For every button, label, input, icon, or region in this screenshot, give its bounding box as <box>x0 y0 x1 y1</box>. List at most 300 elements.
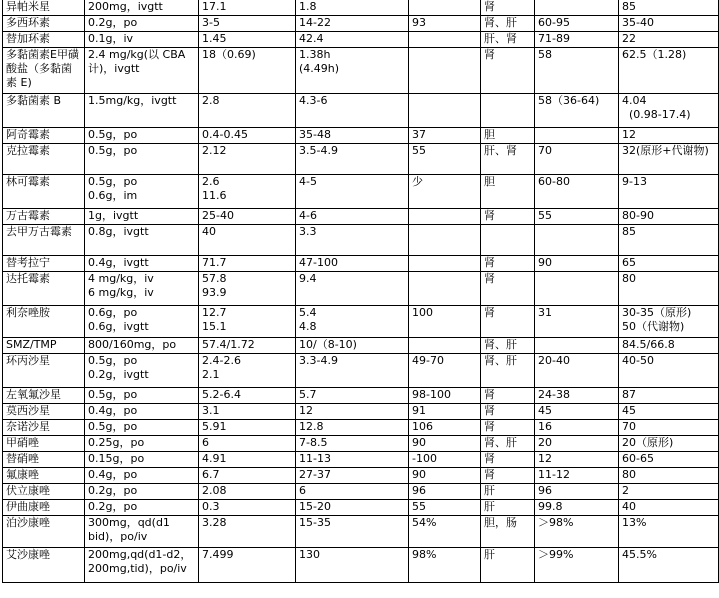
cell-text: 肝 <box>484 484 495 497</box>
cell-text: 0.4g，po <box>88 468 138 481</box>
half-life-cell <box>296 306 409 338</box>
half-life-cell <box>296 256 409 272</box>
cell-text: 12 <box>538 452 552 465</box>
urinary-excretion-cell <box>619 306 719 338</box>
urinary-excretion-cell <box>619 436 719 452</box>
cell-text: 肝 <box>484 548 495 561</box>
cell-text: 去甲万古霉素 <box>6 225 72 238</box>
table-row <box>3 452 719 468</box>
cell-text: 1.8 <box>299 0 317 13</box>
half-life-cell <box>296 128 409 144</box>
cmax-cell <box>199 548 296 583</box>
half-life-cell <box>296 516 409 548</box>
drug-name-cell <box>3 272 85 306</box>
cell-text: 0.5g，po <box>88 144 138 157</box>
bioavailability-cell <box>409 420 481 436</box>
cell-text: 14-22 <box>299 16 331 29</box>
cell-text: 6 <box>202 436 209 449</box>
dosage-cell <box>85 354 199 388</box>
cell-text: 62.5（1.28) <box>622 48 687 61</box>
table-row <box>3 338 719 354</box>
drug-name-cell <box>3 16 85 32</box>
urinary-excretion-cell <box>619 404 719 420</box>
cmax-cell <box>199 388 296 404</box>
protein-binding-cell <box>535 94 619 128</box>
cell-text: 300mg，qd(d1 bid)，po/iv <box>88 516 170 543</box>
cell-text: 0.2g，po <box>88 500 138 513</box>
cmax-cell <box>199 306 296 338</box>
half-life-cell <box>296 354 409 388</box>
protein-binding-cell <box>535 209 619 225</box>
cell-text: SMZ/TMP <box>6 338 57 351</box>
excretion-cell <box>481 48 535 94</box>
urinary-excretion-cell <box>619 128 719 144</box>
cell-text: 98% <box>412 548 437 561</box>
urinary-excretion-cell <box>619 0 719 16</box>
cell-text: (4.49h) <box>299 62 340 75</box>
cell-text: 54% <box>412 516 437 529</box>
cell-text: 肾 <box>484 404 495 417</box>
pharmacokinetics-table <box>2 0 719 583</box>
table-row <box>3 175 719 209</box>
dosage-cell <box>85 225 199 256</box>
cell-text: 肾 <box>484 0 495 13</box>
cell-text: 9-13 <box>622 175 647 188</box>
dosage-cell <box>85 144 199 175</box>
cell-text: 11-13 <box>299 452 331 465</box>
cell-text: 利奈唑胺 <box>6 306 50 319</box>
cell-text: 25-40 <box>202 209 234 222</box>
protein-binding-cell <box>535 404 619 420</box>
excretion-cell <box>481 500 535 516</box>
cell-text: 42.4 <box>299 32 324 45</box>
protein-binding-cell <box>535 16 619 32</box>
cmax-cell <box>199 209 296 225</box>
cell-text: 0.2g，po <box>88 484 138 497</box>
dosage-cell <box>85 272 199 306</box>
cmax-cell <box>199 32 296 48</box>
drug-name-cell <box>3 306 85 338</box>
cell-text: 40 <box>202 225 216 238</box>
cell-text: 9.4 <box>299 272 317 285</box>
cell-text: 60-65 <box>622 452 654 465</box>
excretion-cell <box>481 388 535 404</box>
table-row <box>3 548 719 583</box>
cell-text: 阿奇霉素 <box>6 128 50 141</box>
cell-text: 45.5% <box>622 548 657 561</box>
protein-binding-cell <box>535 256 619 272</box>
cell-text: 0.2g，po <box>88 16 138 29</box>
cell-text: 2.8 <box>202 94 220 107</box>
cell-text: 65 <box>622 256 636 269</box>
cell-text: 胆 <box>484 175 495 188</box>
bioavailability-cell <box>409 354 481 388</box>
cell-text: 130 <box>299 548 320 561</box>
cell-text: 98-100 <box>412 388 451 401</box>
cell-text: 40-50 <box>622 354 654 367</box>
cell-text: 0.15g，po <box>88 452 145 465</box>
urinary-excretion-cell <box>619 338 719 354</box>
cell-text: 替硝唑 <box>6 452 39 465</box>
bioavailability-cell <box>409 452 481 468</box>
cell-text: 克拉霉素 <box>6 144 50 157</box>
protein-binding-cell <box>535 420 619 436</box>
table-row <box>3 16 719 32</box>
cell-text: 10/（8-10) <box>299 338 357 351</box>
bioavailability-cell <box>409 388 481 404</box>
excretion-cell <box>481 209 535 225</box>
drug-name-cell <box>3 404 85 420</box>
half-life-cell <box>296 48 409 94</box>
cmax-cell <box>199 256 296 272</box>
cell-text: 7.499 <box>202 548 234 561</box>
dosage-cell <box>85 420 199 436</box>
cell-text: 0.6g，im <box>88 189 138 202</box>
urinary-excretion-cell <box>619 144 719 175</box>
excretion-cell <box>481 94 535 128</box>
half-life-cell <box>296 436 409 452</box>
cell-text: 90 <box>412 468 426 481</box>
bioavailability-cell <box>409 436 481 452</box>
cell-text: 3.3-4.9 <box>299 354 338 367</box>
cell-text: 肾 <box>484 420 495 433</box>
cell-text: 58（36-64) <box>538 94 600 107</box>
urinary-excretion-cell <box>619 225 719 256</box>
drug-name-cell <box>3 0 85 16</box>
excretion-cell <box>481 256 535 272</box>
cell-text: 2.4-2.6 <box>202 354 241 367</box>
excretion-cell <box>481 32 535 48</box>
cell-text: 肾、肝 <box>484 436 517 449</box>
cell-text: 200mg，ivgtt <box>88 0 163 13</box>
bioavailability-cell <box>409 256 481 272</box>
cell-text: 0.4g，ivgtt <box>88 256 149 269</box>
urinary-excretion-cell <box>619 484 719 500</box>
cell-text: 32(原形+代谢物) <box>622 144 709 157</box>
half-life-cell <box>296 484 409 500</box>
cell-text: 多西环素 <box>6 16 50 29</box>
dosage-cell <box>85 32 199 48</box>
half-life-cell <box>296 548 409 583</box>
urinary-excretion-cell <box>619 175 719 209</box>
cell-text: 3.3 <box>299 225 317 238</box>
cell-text: 肾 <box>484 468 495 481</box>
urinary-excretion-cell <box>619 420 719 436</box>
cell-text: 肾 <box>484 306 495 319</box>
cell-text: 肾 <box>484 48 495 61</box>
excretion-cell <box>481 338 535 354</box>
cell-text: 99.8 <box>538 500 563 513</box>
cell-text: 胆，肠 <box>484 516 517 529</box>
cell-text: 1g，ivgtt <box>88 209 139 222</box>
drug-name-cell <box>3 484 85 500</box>
drug-name-cell <box>3 516 85 548</box>
table-row <box>3 225 719 256</box>
dosage-cell <box>85 500 199 516</box>
bioavailability-cell <box>409 272 481 306</box>
table-row <box>3 256 719 272</box>
cell-text: 6.7 <box>202 468 220 481</box>
cell-text: 6 <box>299 484 306 497</box>
cell-text: 肾、肝 <box>484 16 517 29</box>
cell-text: 0.4g，po <box>88 404 138 417</box>
dosage-cell <box>85 516 199 548</box>
cell-text: 肝 <box>484 500 495 513</box>
urinary-excretion-cell <box>619 256 719 272</box>
drug-name-cell <box>3 468 85 484</box>
cell-text: 13% <box>622 516 647 529</box>
table-row <box>3 388 719 404</box>
protein-binding-cell <box>535 175 619 209</box>
cell-text: 0.5g，po <box>88 388 138 401</box>
cell-text: 11-12 <box>538 468 570 481</box>
table-row <box>3 306 719 338</box>
urinary-excretion-cell <box>619 16 719 32</box>
table-row <box>3 128 719 144</box>
cell-text: 91 <box>412 404 426 417</box>
cmax-cell <box>199 468 296 484</box>
cell-text: 17.1 <box>202 0 227 13</box>
table-row <box>3 209 719 225</box>
excretion-cell <box>481 452 535 468</box>
excretion-cell <box>481 0 535 16</box>
cell-text: 40 <box>622 500 636 513</box>
cmax-cell <box>199 225 296 256</box>
dosage-cell <box>85 404 199 420</box>
cell-text: 60-95 <box>538 16 570 29</box>
cell-text: 35-40 <box>622 16 654 29</box>
bioavailability-cell <box>409 144 481 175</box>
half-life-cell <box>296 0 409 16</box>
dosage-cell <box>85 256 199 272</box>
bioavailability-cell <box>409 516 481 548</box>
cell-text: 0.6g，po <box>88 306 138 319</box>
cell-text: 96 <box>538 484 552 497</box>
table-row <box>3 144 719 175</box>
cell-text: 5.4 <box>299 306 317 319</box>
cell-text: 57.8 <box>202 272 227 285</box>
excretion-cell <box>481 420 535 436</box>
half-life-cell <box>296 420 409 436</box>
cell-text: 0.5g，po <box>88 354 138 367</box>
excretion-cell <box>481 272 535 306</box>
dosage-cell <box>85 16 199 32</box>
excretion-cell <box>481 128 535 144</box>
cell-text: 7-8.5 <box>299 436 328 449</box>
half-life-cell <box>296 404 409 420</box>
cmax-cell <box>199 16 296 32</box>
cell-text: 4.91 <box>202 452 227 465</box>
cell-text: 20 <box>538 436 552 449</box>
excretion-cell <box>481 548 535 583</box>
half-life-cell <box>296 94 409 128</box>
drug-name-cell <box>3 144 85 175</box>
cell-text: 5.91 <box>202 420 227 433</box>
bioavailability-cell <box>409 16 481 32</box>
cmax-cell <box>199 516 296 548</box>
cell-text: 4-5 <box>299 175 317 188</box>
drug-name-cell <box>3 175 85 209</box>
cell-text: 45 <box>622 404 636 417</box>
protein-binding-cell <box>535 548 619 583</box>
cell-text: 70 <box>538 144 552 157</box>
cell-text: 泊沙康唑 <box>6 516 50 529</box>
cell-text: 55 <box>412 144 426 157</box>
protein-binding-cell <box>535 338 619 354</box>
table-row <box>3 516 719 548</box>
cell-text: 30-35（原形) <box>622 306 692 319</box>
drug-name-cell <box>3 94 85 128</box>
cmax-cell <box>199 484 296 500</box>
excretion-cell <box>481 225 535 256</box>
dosage-cell <box>85 338 199 354</box>
cell-text: 57.4/1.72 <box>202 338 255 351</box>
cell-text: 左氧氟沙星 <box>6 388 61 401</box>
table-body <box>3 0 719 583</box>
cell-text: 60-80 <box>538 175 570 188</box>
drug-name-cell <box>3 500 85 516</box>
dosage-cell <box>85 94 199 128</box>
excretion-cell <box>481 354 535 388</box>
half-life-cell <box>296 500 409 516</box>
cell-text: 奈诺沙星 <box>6 420 50 433</box>
cell-text: 58 <box>538 48 552 61</box>
drug-name-cell <box>3 354 85 388</box>
excretion-cell <box>481 144 535 175</box>
drug-name-cell <box>3 452 85 468</box>
dosage-cell <box>85 209 199 225</box>
dosage-cell <box>85 175 199 209</box>
excretion-cell <box>481 516 535 548</box>
cell-text: 莫西沙星 <box>6 404 50 417</box>
half-life-cell <box>296 175 409 209</box>
cell-text: 15.1 <box>202 320 227 333</box>
cell-text: 106 <box>412 420 433 433</box>
bioavailability-cell <box>409 404 481 420</box>
drug-name-cell <box>3 420 85 436</box>
cell-text: 0.5g，po <box>88 175 138 188</box>
cell-text: 达托霉素 <box>6 272 50 285</box>
cmax-cell <box>199 338 296 354</box>
table-row <box>3 436 719 452</box>
cell-text: 15-20 <box>299 500 331 513</box>
urinary-excretion-cell <box>619 388 719 404</box>
cell-text: 0.5g，po <box>88 128 138 141</box>
table-row <box>3 354 719 388</box>
cell-text: 5.7 <box>299 388 317 401</box>
table-row <box>3 404 719 420</box>
cell-text: 4.3-6 <box>299 94 328 107</box>
half-life-cell <box>296 209 409 225</box>
cell-text: 22 <box>622 32 636 45</box>
urinary-excretion-cell <box>619 48 719 94</box>
bioavailability-cell <box>409 32 481 48</box>
cell-text: 4-6 <box>299 209 317 222</box>
protein-binding-cell <box>535 0 619 16</box>
cell-text: ＞99% <box>538 548 574 561</box>
cmax-cell <box>199 0 296 16</box>
half-life-cell <box>296 225 409 256</box>
cell-text: 异帕米星 <box>6 0 50 13</box>
cell-text: 45 <box>538 404 552 417</box>
table-row <box>3 420 719 436</box>
cell-text: ＞98% <box>538 516 574 529</box>
cell-text: 31 <box>538 306 552 319</box>
cmax-cell <box>199 354 296 388</box>
excretion-cell <box>481 484 535 500</box>
cell-text: 0.8g，ivgtt <box>88 225 149 238</box>
cell-text: 90 <box>538 256 552 269</box>
bioavailability-cell <box>409 548 481 583</box>
cell-text: 12.7 <box>202 306 227 319</box>
cell-text: 4.8 <box>299 320 317 333</box>
cell-text: 3.5-4.9 <box>299 144 338 157</box>
bioavailability-cell <box>409 306 481 338</box>
cell-text: 20（原形) <box>622 436 674 449</box>
dosage-cell <box>85 548 199 583</box>
drug-name-cell <box>3 128 85 144</box>
drug-name-cell <box>3 225 85 256</box>
half-life-cell <box>296 388 409 404</box>
excretion-cell <box>481 436 535 452</box>
cell-text: 20-40 <box>538 354 570 367</box>
cell-text: 3-5 <box>202 16 220 29</box>
cell-text: 环丙沙星 <box>6 354 50 367</box>
bioavailability-cell <box>409 48 481 94</box>
cell-text: 2.6 <box>202 175 220 188</box>
urinary-excretion-cell <box>619 516 719 548</box>
bioavailability-cell <box>409 225 481 256</box>
cell-text: 0.6g，ivgtt <box>88 320 149 333</box>
urinary-excretion-cell <box>619 500 719 516</box>
half-life-cell <box>296 468 409 484</box>
drug-name-cell <box>3 548 85 583</box>
cell-text: 甲硝唑 <box>6 436 39 449</box>
cell-text: 肾 <box>484 452 495 465</box>
urinary-excretion-cell <box>619 94 719 128</box>
protein-binding-cell <box>535 48 619 94</box>
protein-binding-cell <box>535 484 619 500</box>
excretion-cell <box>481 16 535 32</box>
cell-text: -100 <box>412 452 437 465</box>
cell-text: 氟康唑 <box>6 468 39 481</box>
cell-text: 伏立康唑 <box>6 484 50 497</box>
cell-text: 0.4-0.45 <box>202 128 248 141</box>
cell-text: 2.08 <box>202 484 227 497</box>
cell-text: 0.2g，ivgtt <box>88 368 149 381</box>
table-row <box>3 272 719 306</box>
dosage-cell <box>85 436 199 452</box>
cmax-cell <box>199 94 296 128</box>
drug-name-cell <box>3 256 85 272</box>
half-life-cell <box>296 32 409 48</box>
cell-text: 少 <box>412 175 423 188</box>
cell-text: 12 <box>622 128 636 141</box>
cell-text: 肾、肝 <box>484 354 517 367</box>
cell-text: 肾 <box>484 272 495 285</box>
protein-binding-cell <box>535 225 619 256</box>
drug-name-cell <box>3 209 85 225</box>
cell-text: 1.45 <box>202 32 227 45</box>
cell-text: 万古霉素 <box>6 209 50 222</box>
cell-text: 80 <box>622 272 636 285</box>
dosage-cell <box>85 484 199 500</box>
cmax-cell <box>199 420 296 436</box>
cell-text: 80 <box>622 468 636 481</box>
cmax-cell <box>199 272 296 306</box>
cell-text: 林可霉素 <box>6 175 50 188</box>
cell-text: 16 <box>538 420 552 433</box>
